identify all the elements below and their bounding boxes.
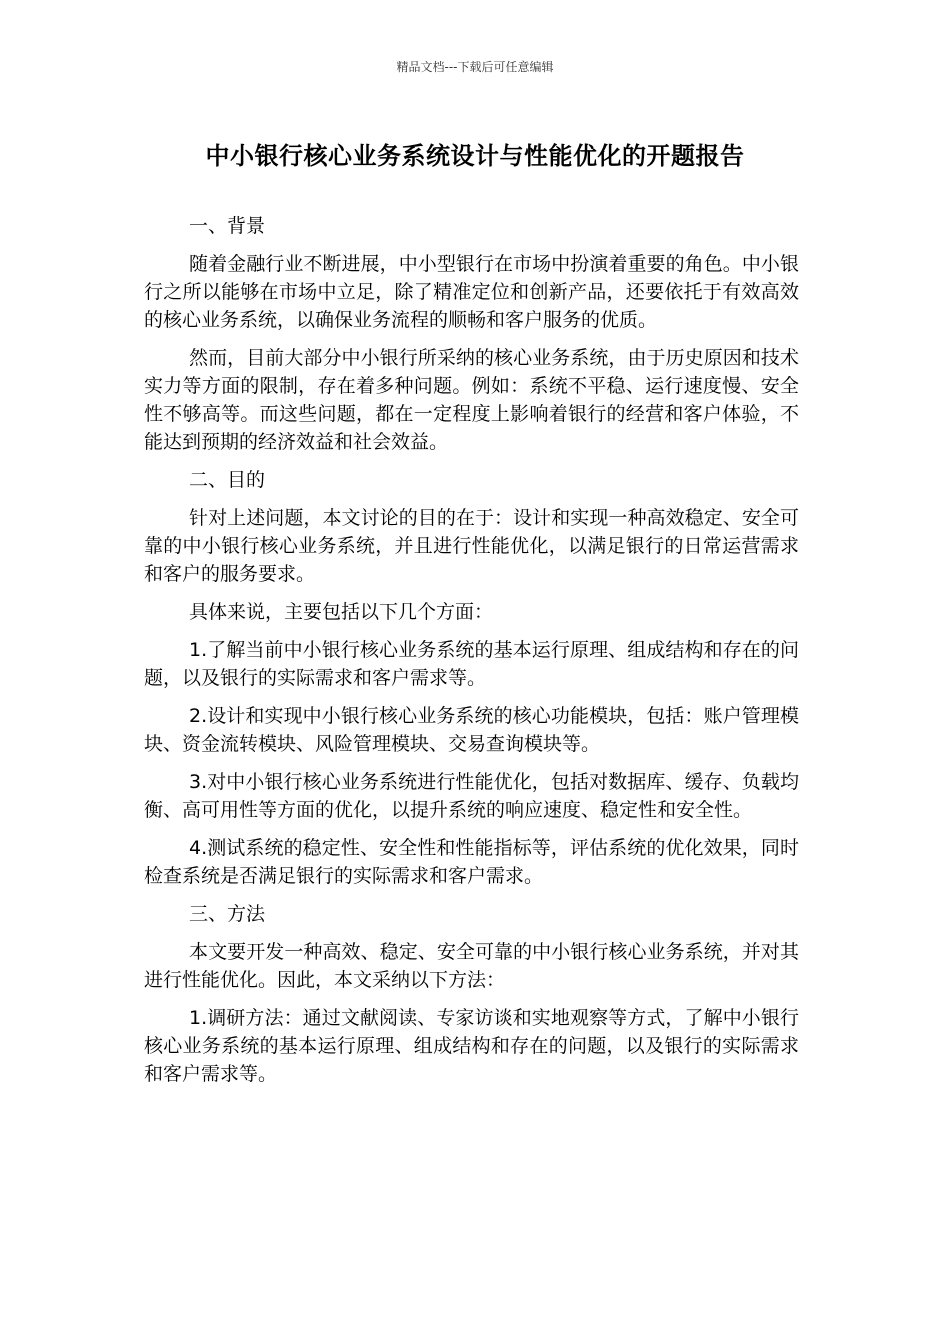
list-item: 1.调研方法：通过文献阅读、专家访谈和实地观察等方式，了解中小银行核心业务系统的基本运行原理、组成结构和存在的问题，以及银行的实际需求和客户需求等。 bbox=[144, 1007, 799, 1085]
list-item: 4.测试系统的稳定性、安全性和性能指标等，评估系统的优化效果，同时检查系统是否满足银行的实际需求和客户需求。 bbox=[144, 837, 799, 887]
section-background bbox=[144, 212, 799, 456]
paragraph: 随着金融行业不断进展，中小型银行在市场中扮演着重要的角色。中小银行之所以能够在市场中立足，除了精准定位和创新产品，还要依托于有效高效的核心业务系统，以确保业务流程的顺畅和客户服务的优质。 bbox=[144, 253, 799, 331]
paragraph: 针对上述问题，本文讨论的目的在于：设计和实现一种高效稳定、安全可靠的中小银行核心业务系统，并且进行性能优化，以满足银行的日常运营需求和客户的服务要求。 bbox=[144, 507, 799, 585]
list-item: 3.对中小银行核心业务系统进行性能优化，包括对数据库、缓存、负载均衡、高可用性等方面的优化，以提升系统的响应速度、稳定性和安全性。 bbox=[144, 771, 799, 821]
paragraph: 具体来说，主要包括以下几个方面： bbox=[189, 601, 494, 623]
paragraph: 然而，目前大部分中小银行所采纳的核心业务系统，由于历史原因和技术实力等方面的限制，存在着多种问题。例如：系统不平稳、运行速度慢、安全性不够高等。而这些问题，都在一定程度上影响着银行的经营和客户体验，不能达到预期的经济效益和社会效益。 bbox=[144, 347, 799, 453]
document-title: 中小银行核心业务系统设计与性能优化的开题报告 bbox=[205, 142, 745, 170]
section-heading: 三、方法 bbox=[189, 903, 266, 925]
section-method bbox=[144, 900, 799, 1088]
paragraph: 本文要开发一种高效、稳定、安全可靠的中小银行核心业务系统，并对其进行性能优化。因此，本文采纳以下方法： bbox=[144, 941, 799, 991]
section-heading: 二、目的 bbox=[189, 469, 266, 491]
list-item: 2.设计和实现中小银行核心业务系统的核心功能模块，包括：账户管理模块、资金流转模块、风险管理模块、交易查询模块等。 bbox=[144, 705, 799, 755]
header-note: 精品文档---下载后可任意编辑 bbox=[396, 60, 554, 74]
list-item: 1.了解当前中小银行核心业务系统的基本运行原理、组成结构和存在的问题，以及银行的实际需求和客户需求等。 bbox=[144, 639, 799, 689]
document-body bbox=[144, 212, 799, 1098]
section-heading: 一、背景 bbox=[189, 215, 266, 237]
section-purpose bbox=[144, 466, 799, 890]
